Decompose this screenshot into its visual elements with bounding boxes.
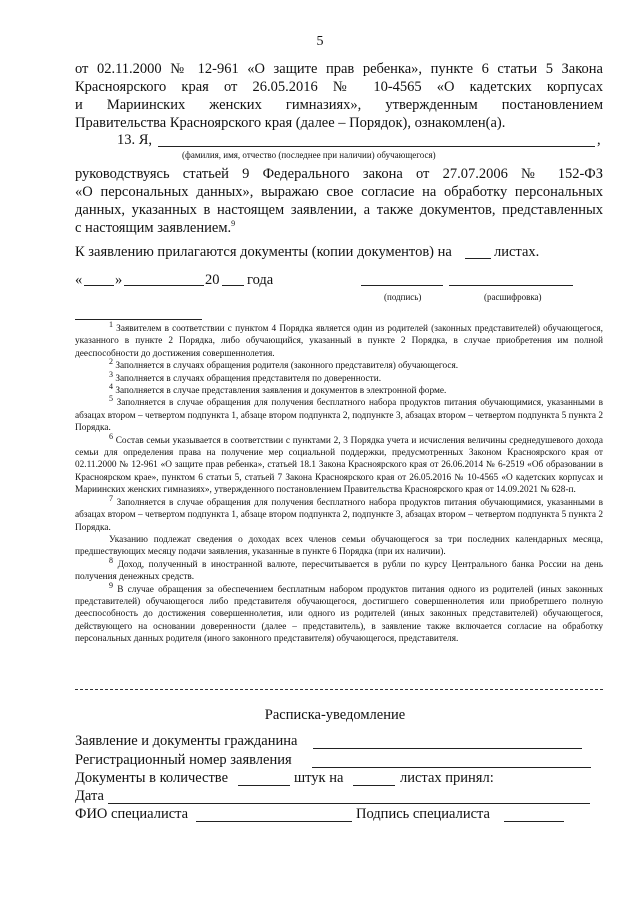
attachments-prefix: К заявлению прилагаются документы (копии документов) на (75, 244, 452, 260)
receipt-row-docs-b: штук на (294, 770, 344, 786)
date-close-quote: » (115, 272, 123, 288)
receipt-row-applicant: Заявление и документы гражданина (75, 733, 298, 749)
footnote-4: $^4$ Заполняется в случае представления заявления и документов в электронной форме. (109, 381, 447, 397)
date-month-line (124, 285, 204, 286)
paragraph-line: Правительства Красноярского края (далее – Порядок), ознакомлен(а). (75, 115, 506, 131)
footnote-6: $^6$ Состав семьи указывается в соответствии с пунктами 2, 3 Порядка учета и исчисления величины среднедушевого дохода семьи для определения права на получение мер социальной поддержки, предусмотренных Законом Красноярского края от 02.11.2000 № 12-961 «О защите прав ребенка», статьей 18.1 Закона Красноярского края от 26.06.2014 № 6-2519 «Об образовании в Красноярском крае», пунктом 6 статьи 5, статьей 7 Закона Красноярского края от 26.05.2016 № 10-4565 «О кадетских корпусах и Мариинских женских гимназиях», утвержденного постановлением Правительства Красноярского края от 14.09.2021 № 628-п. (75, 431, 603, 496)
applicant-fill-line (313, 748, 582, 749)
item-13-comma: , (597, 132, 601, 148)
item-13-number: 13. Я, (117, 132, 153, 148)
date-year-prefix: 20 (205, 272, 220, 288)
receipt-title: Расписка-уведомление (264, 707, 406, 723)
paragraph-line: и Мариинских женских гимназиях», утвержденным постановлением (75, 97, 603, 113)
receipt-row-specialist-sign: Подпись специалиста (356, 806, 490, 822)
footnote-5: $^5$ Заполняется в случае обращения для получения бесплатного набора продуктов питания обучающимися, указанными в абзацах втором – четвертом подпункта 1, абзаце втором подпункта 2, подпункте 3, абзацах втором – четвертом подпункта 5 пункта 2 Порядка. (75, 394, 603, 434)
cut-line (75, 689, 603, 690)
footnote-8: $^8$ Доход, полученный в иностранной валюте, пересчитывается в рубли по курсу Центрального банка России на день получения денежных средств. (75, 555, 603, 583)
consent-line: «О персональных данных», выражаю свое согласие на обработку персональных (75, 184, 603, 200)
paragraph-line: Красноярского края от 26.05.2016 № 10-4565 «О кадетских корпусах (75, 79, 603, 95)
consent-line: данных, указанных в настоящем заявлении, а также документов, представленных (75, 202, 603, 218)
consent-line: с настоящим заявлением.$^9$ (75, 219, 236, 236)
receipt-row-docs-c: листах принял: (400, 770, 494, 786)
date-open-quote: « (75, 272, 83, 288)
footnote-separator (75, 319, 202, 320)
date-year-suffix: года (247, 272, 274, 288)
fullname-caption: (фамилия, имя, отчество (последнее при наличии) обучающегося) (182, 150, 436, 160)
docs-sheets-line (353, 785, 395, 786)
paragraph-line: от 02.11.2000 № 12-961 «О защите прав ребенка», пункте 6 статьи 5 Закона (75, 61, 603, 77)
consent-line: руководствуясь статьей 9 Федерального закона от 27.07.2006 № 152-ФЗ (75, 166, 603, 182)
specialist-sign-line (504, 821, 564, 822)
decode-caption: (расшифровка) (484, 292, 542, 302)
footnote-7: $^7$ Заполняется в случае обращения для получения бесплатного набора продуктов питания обучающимися, указанными в абзацах втором – четвертом подпункта 1, абзаце втором подпункта 2, подпункте 3, абзацах втором – четвертом подпункта 5 пункта 2 Порядка. (75, 493, 603, 533)
footnotes (75, 319, 603, 646)
receipt-row-regnum: Регистрационный номер заявления (75, 752, 292, 768)
signature-line (361, 285, 443, 286)
receipt-row-docs-a: Документы в количестве (75, 770, 229, 786)
date-year-line (222, 285, 244, 286)
footnote-2: $^2$ Заполняется в случаях обращения родителя (законного представителя) обучающегося. (109, 357, 459, 372)
footnote-9: $^9$ В случае обращения за обеспечением бесплатным набором продуктов питания одного из родителей (иных законных представителей) обучающегося либо представителя обучающегося, достигшего совершеннолетия или приобретшего полную дееспособность до достижения совершеннолетия, или одного из родителей (иных законных представителей) обучающегося, действующего на основании доверенности (далее – представитель), в заявление также включается согласие на обработку персональных данных родителя (иного законного представителя) обучающегося, представителя. (75, 580, 603, 645)
attachments-suffix: листах. (494, 244, 540, 260)
footnote-1: $^1$ Заявителем в соответствии с пунктом 4 Порядка является один из родителей (законных представителей) обучающегося, указанного в пункте 2 Порядка, либо обучающийся, указанный в пункте 2 Порядка, в случае приобретения им полной дееспособности до достижения совершеннолетия. (75, 319, 603, 359)
date-fill-line (108, 803, 590, 804)
page-number: 5 (316, 34, 324, 49)
specialist-name-line (196, 821, 352, 822)
sheets-count-line (465, 258, 491, 259)
signature-caption: (подпись) (384, 292, 422, 302)
receipt-row-specialist: ФИО специалиста (75, 806, 189, 822)
fullname-fill-line (158, 146, 595, 147)
date-day-line (84, 285, 114, 286)
footnote-7-continuation: Указанию подлежат сведения о доходах всех членов семьи обучающегося за три последних календарных месяца, предшествующих месяцу подачи заявления, указанные в пункте 6 Порядка (при их наличии). (75, 534, 603, 558)
footnote-3: $^3$ Заполняется в случаях обращения представителя по доверенности. (109, 369, 382, 384)
decode-line (449, 285, 573, 286)
regnum-fill-line (312, 767, 591, 768)
docs-count-line (238, 785, 290, 786)
receipt-row-date: Дата (75, 788, 104, 804)
